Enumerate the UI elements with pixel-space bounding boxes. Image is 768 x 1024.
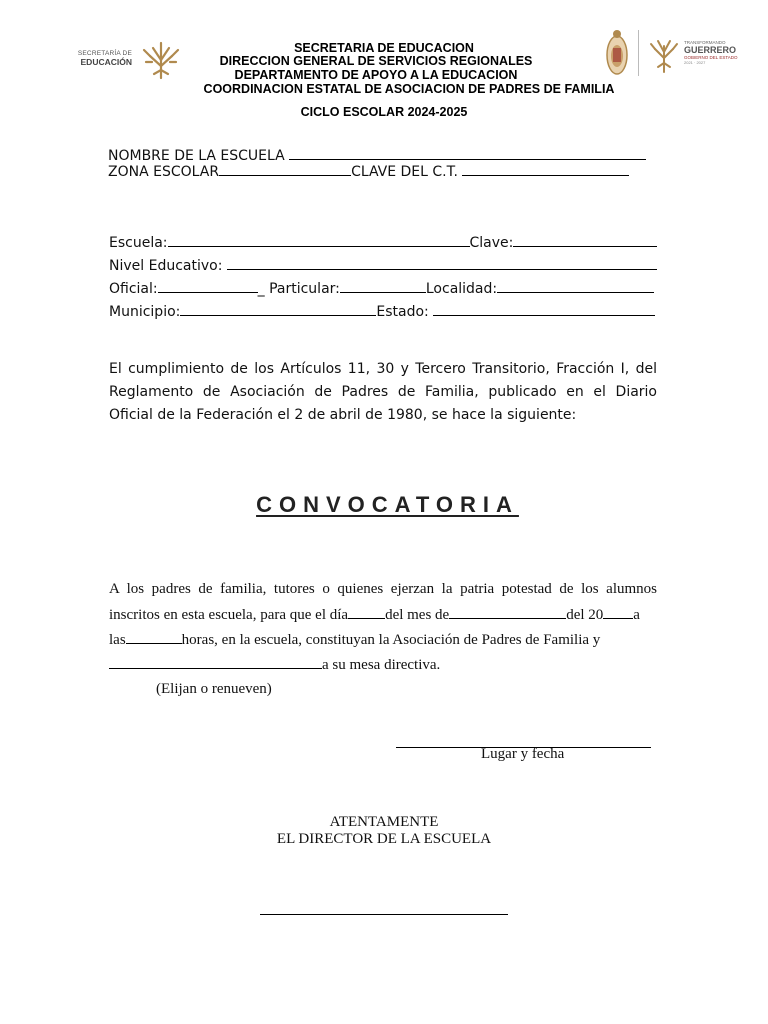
- oficial-field[interactable]: [158, 278, 258, 293]
- place-date-label: Lugar y fecha: [481, 746, 565, 762]
- intro-line-3: Oficial de la Federación el 2 de abril de 1980, se hace la siguiente:: [109, 407, 577, 423]
- oficial-row: [109, 278, 654, 297]
- guerrero-logo-line1: TRANSFORMANDO: [684, 40, 726, 45]
- school-name-field[interactable]: [289, 145, 646, 160]
- body-line-2c: del 20: [566, 607, 604, 623]
- body-line-4-text: a su mesa directiva.: [322, 657, 441, 673]
- body-line-2a: inscritos en esta escuela, para que el día: [109, 607, 349, 623]
- zone-row: [108, 161, 629, 180]
- signature-line[interactable]: [260, 914, 508, 915]
- body-line-2d: a: [633, 607, 640, 623]
- oficial-label: Oficial:: [109, 281, 158, 297]
- intro-line-2: Reglamento de Asociación de Padres de Familia, publicado en el Diario: [109, 384, 657, 400]
- ct-field[interactable]: [462, 161, 629, 176]
- closing-line-1: ATENTAMENTE: [329, 814, 439, 830]
- elect-note: (Elijan o renueven): [156, 681, 272, 697]
- escuela-field[interactable]: [168, 232, 470, 247]
- body-line-3a: las: [109, 632, 126, 648]
- zone-label: ZONA ESCOLAR: [108, 164, 220, 180]
- intro-line-1: El cumplimiento de los Artículos 11, 30 y Tercero Transitorio, Fracción I, del: [109, 361, 657, 377]
- particular-label: Particular:: [269, 281, 340, 297]
- nivel-label: Nivel Educativo:: [109, 258, 223, 274]
- body-line-3b: horas, en la escuela, constituyan la Asociación de Padres de Familia y: [181, 632, 601, 648]
- nivel-row: [109, 255, 657, 274]
- escuela-label: Escuela:: [109, 235, 168, 251]
- header-line-1: SECRETARIA DE EDUCACION: [294, 41, 474, 55]
- sep-logo-line1: SECRETARÍA DE: [77, 50, 132, 57]
- estado-field[interactable]: [433, 301, 655, 316]
- oficial-tail: _: [257, 281, 265, 297]
- clave-field[interactable]: [513, 232, 657, 247]
- municipio-field[interactable]: [180, 301, 376, 316]
- municipio-label: Municipio:: [109, 304, 181, 320]
- particular-field[interactable]: [340, 278, 426, 293]
- hour-field[interactable]: [126, 630, 182, 644]
- ct-label: CLAVE DEL C.T.: [351, 164, 458, 180]
- header-line-2: DIRECCION GENERAL DE SERVICIOS REGIONALES: [219, 54, 533, 68]
- body-line-2: [109, 605, 640, 624]
- school-name-label: NOMBRE DE LA ESCUELA: [108, 148, 285, 164]
- guerrero-logo-line4: 2021 · 2027: [684, 60, 706, 65]
- municipio-row: [109, 301, 655, 320]
- zone-field[interactable]: [219, 161, 351, 176]
- header-line-4: COORDINACION ESTATAL DE ASOCIACION DE PADRES DE FAMILIA: [203, 82, 615, 96]
- convocatoria-title: CONVOCATORIA: [256, 492, 519, 517]
- guerrero-logo-line3: GOBIERNO DEL ESTADO: [684, 55, 738, 60]
- action-field[interactable]: [109, 655, 322, 669]
- clave-label: Clave:: [469, 235, 514, 251]
- body-line-4: [109, 655, 440, 674]
- header-line-3: DEPARTAMENTO DE APOYO A LA EDUCACION: [234, 68, 518, 82]
- nivel-field[interactable]: [227, 255, 657, 270]
- closing-line-2: EL DIRECTOR DE LA ESCUELA: [276, 831, 492, 847]
- school-cycle: CICLO ESCOLAR 2024-2025: [300, 105, 468, 119]
- estado-label: Estado:: [376, 304, 429, 320]
- sep-logo-line2: EDUCACIÓN: [80, 57, 132, 67]
- year-field[interactable]: [603, 605, 633, 619]
- body-line-1: A los padres de familia, tutores o quienes ejerzan la patria potestad de los alumnos: [109, 581, 657, 597]
- guerrero-logo-line2: GUERRERO: [684, 45, 737, 55]
- localidad-field[interactable]: [497, 278, 654, 293]
- month-field[interactable]: [449, 605, 566, 619]
- body-line-2b: del mes de: [385, 607, 450, 623]
- escuela-row: [109, 232, 657, 251]
- localidad-label: Localidad:: [425, 281, 498, 297]
- day-field[interactable]: [348, 605, 385, 619]
- body-line-3: [109, 630, 600, 649]
